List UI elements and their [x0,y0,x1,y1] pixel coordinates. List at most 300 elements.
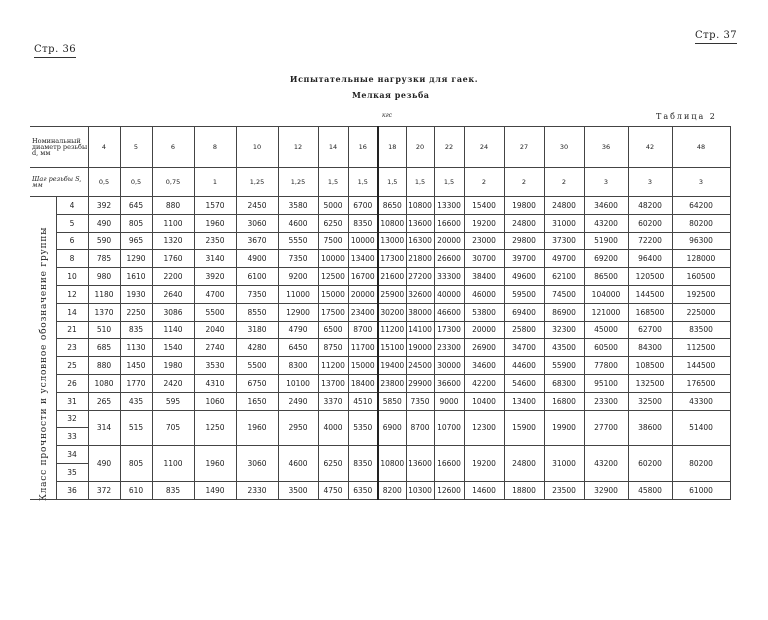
value-cell: 60200 [628,446,672,482]
value-cell: 23800 [378,374,406,392]
value-cell: 1370 [88,303,120,321]
value-cell: 4750 [318,481,348,499]
value-cell: 68300 [544,374,584,392]
group-cell: 32 [56,410,88,428]
value-cell: 36600 [434,374,464,392]
table-row [30,392,730,410]
table-row [30,197,730,215]
value-cell: 13400 [504,392,544,410]
value-cell: 132500 [628,374,672,392]
value-cell: 225000 [672,303,730,321]
value-cell: 3060 [236,214,278,232]
value-cell: 49700 [544,250,584,268]
value-cell: 144500 [672,357,730,375]
value-cell: 18400 [348,374,378,392]
value-cell: 1960 [236,410,278,446]
value-cell: 6750 [236,374,278,392]
value-cell: 19200 [464,214,504,232]
pitch-cell: 2 [544,168,584,197]
pitch-cell: 0,5 [88,168,120,197]
value-cell: 2420 [152,374,194,392]
value-cell: 24500 [406,357,434,375]
value-cell: 21600 [378,268,406,286]
value-cell: 835 [120,321,152,339]
value-cell: 23300 [584,392,628,410]
value-cell: 44600 [504,357,544,375]
value-cell: 8350 [348,214,378,232]
group-cell: 23 [56,339,88,357]
value-cell: 120500 [628,268,672,286]
value-cell: 40000 [434,285,464,303]
value-cell: 62700 [628,321,672,339]
value-cell: 5550 [278,232,318,250]
value-cell: 4790 [278,321,318,339]
value-cell: 6450 [278,339,318,357]
value-cell: 3060 [236,446,278,482]
unit-label: кгс [382,112,392,119]
value-cell: 1320 [152,232,194,250]
value-cell: 128000 [672,250,730,268]
group-cell: 26 [56,374,88,392]
pitch-header: Шаг резьбы S, мм [30,168,88,197]
value-cell: 112500 [672,339,730,357]
value-cell: 17300 [378,250,406,268]
value-cell: 14100 [406,321,434,339]
value-cell: 5350 [348,410,378,446]
value-cell: 32600 [406,285,434,303]
value-cell: 18800 [504,481,544,499]
value-cell: 69400 [504,303,544,321]
value-cell: 72200 [628,232,672,250]
value-cell: 8650 [378,197,406,215]
value-cell: 5850 [378,392,406,410]
value-cell: 23000 [464,232,504,250]
value-cell: 5500 [236,357,278,375]
value-cell: 62100 [544,268,584,286]
value-cell: 144500 [628,285,672,303]
value-cell: 37300 [544,232,584,250]
value-cell: 108500 [628,357,672,375]
value-cell: 121000 [584,303,628,321]
pitch-cell: 3 [628,168,672,197]
value-cell: 2640 [152,285,194,303]
table-row [30,481,730,499]
pitch-header-row [30,168,730,197]
page-number-right: Стр. 37 [695,30,737,44]
value-cell: 32300 [544,321,584,339]
value-cell: 785 [88,250,120,268]
value-cell: 2950 [278,410,318,446]
value-cell: 1570 [194,197,236,215]
value-cell: 11700 [348,339,378,357]
value-cell: 168500 [628,303,672,321]
value-cell: 6900 [378,410,406,446]
value-cell: 5000 [318,197,348,215]
value-cell: 19200 [464,446,504,482]
table-row [30,446,730,464]
diameter-cell: 6 [152,127,194,168]
value-cell: 86900 [544,303,584,321]
diameter-cell: 16 [348,127,378,168]
value-cell: 15900 [504,410,544,446]
diameter-cell: 22 [434,127,464,168]
value-cell: 16800 [544,392,584,410]
value-cell: 51400 [672,410,730,446]
value-cell: 34600 [464,357,504,375]
value-cell: 2250 [120,303,152,321]
value-cell: 16700 [348,268,378,286]
value-cell: 1100 [152,446,194,482]
value-cell: 372 [88,481,120,499]
value-cell: 6500 [318,321,348,339]
value-cell: 19900 [544,410,584,446]
value-cell: 48200 [628,197,672,215]
value-cell: 27200 [406,268,434,286]
value-cell: 13000 [378,232,406,250]
value-cell: 392 [88,197,120,215]
value-cell: 30000 [434,357,464,375]
value-cell: 9200 [278,268,318,286]
value-cell: 38600 [628,410,672,446]
value-cell: 86500 [584,268,628,286]
value-cell: 980 [88,268,120,286]
value-cell: 20000 [464,321,504,339]
value-cell: 4900 [236,250,278,268]
value-cell: 3500 [278,481,318,499]
value-cell: 43500 [544,339,584,357]
value-cell: 3140 [194,250,236,268]
table-row [30,357,730,375]
value-cell: 23300 [434,339,464,357]
value-cell: 38400 [464,268,504,286]
pitch-cell: 1,5 [434,168,464,197]
value-cell: 1060 [194,392,236,410]
value-cell: 42200 [464,374,504,392]
value-cell: 26900 [464,339,504,357]
value-cell: 8700 [406,410,434,446]
value-cell: 4600 [278,214,318,232]
value-cell: 24800 [504,214,544,232]
table-row [30,268,730,286]
value-cell: 15100 [378,339,406,357]
value-cell: 3670 [236,232,278,250]
value-cell: 12300 [464,410,504,446]
value-cell: 160500 [672,268,730,286]
value-cell: 12500 [318,268,348,286]
value-cell: 835 [152,481,194,499]
value-cell: 20000 [434,232,464,250]
value-cell: 490 [88,446,120,482]
diameter-cell: 24 [464,127,504,168]
value-cell: 6250 [318,214,348,232]
value-cell: 4600 [278,446,318,482]
value-cell: 2350 [194,232,236,250]
value-cell: 3370 [318,392,348,410]
value-cell: 595 [152,392,194,410]
value-cell: 685 [88,339,120,357]
group-cell: 4 [56,197,88,215]
value-cell: 590 [88,232,120,250]
value-cell: 15000 [348,357,378,375]
value-cell: 33300 [434,268,464,286]
value-cell: 4000 [318,410,348,446]
pitch-cell: 3 [672,168,730,197]
value-cell: 1540 [152,339,194,357]
value-cell: 32900 [584,481,628,499]
value-cell: 51900 [584,232,628,250]
group-cell: 21 [56,321,88,339]
value-cell: 805 [120,446,152,482]
value-cell: 705 [152,410,194,446]
value-cell: 3530 [194,357,236,375]
group-cell: 36 [56,481,88,499]
value-cell: 23500 [544,481,584,499]
value-cell: 14600 [464,481,504,499]
value-cell: 8550 [236,303,278,321]
value-cell: 8700 [348,321,378,339]
diameter-cell: 4 [88,127,120,168]
value-cell: 31000 [544,446,584,482]
value-cell: 16300 [406,232,434,250]
value-cell: 10800 [406,197,434,215]
value-cell: 6700 [348,197,378,215]
value-cell: 314 [88,410,120,446]
table-row [30,321,730,339]
value-cell: 15400 [464,197,504,215]
value-cell: 1960 [194,214,236,232]
value-cell: 17500 [318,303,348,321]
value-cell: 10100 [278,374,318,392]
value-cell: 60200 [628,214,672,232]
value-cell: 8750 [318,339,348,357]
value-cell: 60500 [584,339,628,357]
value-cell: 510 [88,321,120,339]
value-cell: 515 [120,410,152,446]
value-cell: 2740 [194,339,236,357]
group-cell: 10 [56,268,88,286]
value-cell: 1930 [120,285,152,303]
value-cell: 8300 [278,357,318,375]
value-cell: 26600 [434,250,464,268]
value-cell: 2200 [152,268,194,286]
value-cell: 13600 [406,214,434,232]
value-cell: 16600 [434,446,464,482]
value-cell: 12900 [278,303,318,321]
diameter-header: Номинальный диаметр резьбы d, мм [30,127,88,168]
value-cell: 1180 [88,285,120,303]
value-cell: 34700 [504,339,544,357]
value-cell: 9000 [434,392,464,410]
value-cell: 17300 [434,321,464,339]
value-cell: 11200 [378,321,406,339]
value-cell: 1250 [194,410,236,446]
value-cell: 192500 [672,285,730,303]
value-cell: 11200 [318,357,348,375]
group-cell: 8 [56,250,88,268]
value-cell: 6100 [236,268,278,286]
value-cell: 5500 [194,303,236,321]
value-cell: 7350 [406,392,434,410]
load-table [30,126,731,500]
value-cell: 490 [88,214,120,232]
value-cell: 880 [88,357,120,375]
value-cell: 1610 [120,268,152,286]
value-cell: 1080 [88,374,120,392]
value-cell: 104000 [584,285,628,303]
group-cell: 34 [56,446,88,464]
table-row [30,214,730,232]
value-cell: 53800 [464,303,504,321]
value-cell: 61000 [672,481,730,499]
pitch-cell: 1,5 [406,168,434,197]
group-cell: 6 [56,232,88,250]
value-cell: 74500 [544,285,584,303]
value-cell: 43200 [584,214,628,232]
diameter-cell: 14 [318,127,348,168]
table-number: Таблица 2 [656,112,717,121]
diameter-cell: 10 [236,127,278,168]
diameter-cell: 20 [406,127,434,168]
value-cell: 30200 [378,303,406,321]
value-cell: 435 [120,392,152,410]
value-cell: 265 [88,392,120,410]
value-cell: 31000 [544,214,584,232]
table-row [30,410,730,428]
value-cell: 95100 [584,374,628,392]
value-cell: 54600 [504,374,544,392]
pitch-cell: 0,75 [152,168,194,197]
value-cell: 43300 [672,392,730,410]
value-cell: 96400 [628,250,672,268]
value-cell: 4510 [348,392,378,410]
value-cell: 96300 [672,232,730,250]
value-cell: 19000 [406,339,434,357]
value-cell: 24800 [544,197,584,215]
value-cell: 1490 [194,481,236,499]
value-cell: 20000 [348,285,378,303]
group-cell: 5 [56,214,88,232]
value-cell: 49600 [504,268,544,286]
diameter-cell: 27 [504,127,544,168]
value-cell: 8200 [378,481,406,499]
group-cell: 35 [56,463,88,481]
table-row [30,250,730,268]
value-cell: 1130 [120,339,152,357]
value-cell: 29800 [504,232,544,250]
value-cell: 7500 [318,232,348,250]
value-cell: 46000 [464,285,504,303]
document-title: Испытательные нагрузки для гаек. [289,74,479,84]
value-cell: 3920 [194,268,236,286]
value-cell: 8350 [348,446,378,482]
value-cell: 46600 [434,303,464,321]
value-cell: 4310 [194,374,236,392]
value-cell: 965 [120,232,152,250]
table-row [30,285,730,303]
value-cell: 83500 [672,321,730,339]
pitch-cell: 2 [464,168,504,197]
value-cell: 30700 [464,250,504,268]
value-cell: 1450 [120,357,152,375]
value-cell: 1650 [236,392,278,410]
value-cell: 43200 [584,446,628,482]
value-cell: 805 [120,214,152,232]
value-cell: 1960 [194,446,236,482]
pitch-cell: 3 [584,168,628,197]
table-row [30,232,730,250]
value-cell: 10400 [464,392,504,410]
group-cell: 25 [56,357,88,375]
diameter-cell: 42 [628,127,672,168]
pitch-cell: 1,5 [378,168,406,197]
value-cell: 13700 [318,374,348,392]
value-cell: 80200 [672,214,730,232]
table-body [30,127,730,500]
value-cell: 34600 [584,197,628,215]
value-cell: 10700 [434,410,464,446]
value-cell: 84300 [628,339,672,357]
pitch-cell: 1,5 [318,168,348,197]
value-cell: 19800 [504,197,544,215]
diameter-cell: 36 [584,127,628,168]
value-cell: 880 [152,197,194,215]
pitch-cell: 1 [194,168,236,197]
value-cell: 1290 [120,250,152,268]
value-cell: 29900 [406,374,434,392]
value-cell: 11000 [278,285,318,303]
value-cell: 19400 [378,357,406,375]
value-cell: 23400 [348,303,378,321]
diameter-header-row [30,127,730,168]
value-cell: 15000 [318,285,348,303]
value-cell: 13300 [434,197,464,215]
value-cell: 1980 [152,357,194,375]
diameter-cell: 12 [278,127,318,168]
value-cell: 13600 [406,446,434,482]
pitch-cell: 1,5 [348,168,378,197]
value-cell: 3180 [236,321,278,339]
value-cell: 59500 [504,285,544,303]
value-cell: 4700 [194,285,236,303]
value-cell: 2330 [236,481,278,499]
side-axis-label: Класс прочности и условное обозначение группы [39,226,49,502]
value-cell: 645 [120,197,152,215]
value-cell: 12600 [434,481,464,499]
value-cell: 10300 [406,481,434,499]
group-cell: 12 [56,285,88,303]
table-row [30,339,730,357]
group-cell: 33 [56,428,88,446]
value-cell: 3580 [278,197,318,215]
diameter-cell: 48 [672,127,730,168]
value-cell: 27700 [584,410,628,446]
value-cell: 610 [120,481,152,499]
value-cell: 3086 [152,303,194,321]
value-cell: 10800 [378,446,406,482]
value-cell: 55900 [544,357,584,375]
document-subtitle: Мелкая резьба [352,90,430,100]
value-cell: 39700 [504,250,544,268]
value-cell: 4280 [236,339,278,357]
diameter-cell: 18 [378,127,406,168]
value-cell: 45800 [628,481,672,499]
value-cell: 45000 [584,321,628,339]
pitch-cell: 2 [504,168,544,197]
pitch-cell: 0,5 [120,168,152,197]
value-cell: 1760 [152,250,194,268]
value-cell: 64200 [672,197,730,215]
table-row [30,374,730,392]
